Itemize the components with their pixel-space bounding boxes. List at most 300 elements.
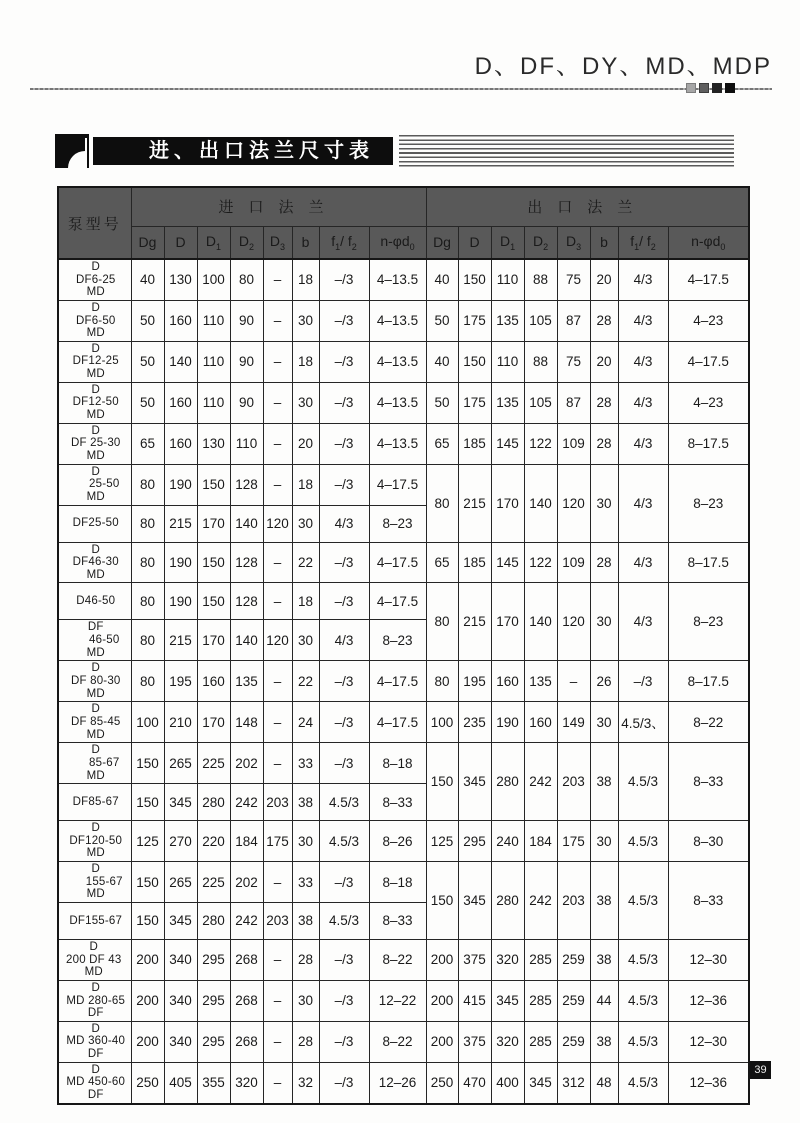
decor-square-icon — [686, 83, 696, 93]
outlet-cell: 203 — [557, 862, 590, 940]
inlet-cell: 125 — [131, 821, 164, 862]
inlet-cell: –/3 — [319, 661, 369, 702]
header-rule — [30, 88, 772, 90]
inlet-cell: 90 — [230, 300, 263, 341]
table-row — [58, 1021, 749, 1062]
inlet-cell: 8–26 — [369, 821, 426, 862]
model-cell: D DF120-50 MD — [58, 821, 131, 862]
inlet-cell: 18 — [292, 259, 319, 300]
inlet-cell: 8–33 — [369, 902, 426, 939]
outlet-cell: 175 — [557, 821, 590, 862]
outlet-cell: 184 — [524, 821, 557, 862]
model-cell: D DF 80-30 MD — [58, 661, 131, 702]
inlet-cell: 80 — [131, 620, 164, 661]
outlet-cell: 48 — [590, 1062, 618, 1103]
inlet-cell: 150 — [197, 583, 230, 620]
inlet-cell: 22 — [292, 542, 319, 583]
inlet-cell: 148 — [230, 702, 263, 743]
inlet-cell: 110 — [197, 300, 230, 341]
inlet-cell: – — [263, 1062, 292, 1103]
outlet-cell: 105 — [524, 300, 557, 341]
inlet-cell: – — [263, 661, 292, 702]
inlet-cell: 38 — [292, 784, 319, 821]
outlet-cell: 80 — [426, 661, 458, 702]
inlet-cell: 8–23 — [369, 505, 426, 542]
outlet-cell: 4–23 — [668, 300, 749, 341]
table-row — [58, 382, 749, 423]
inlet-cell: 4–17.5 — [369, 702, 426, 743]
outlet-cell: 345 — [524, 1062, 557, 1103]
inlet-cell: – — [263, 980, 292, 1021]
inlet-cell: –/3 — [319, 464, 369, 505]
inlet-cell: 250 — [131, 1062, 164, 1103]
table-row — [58, 862, 749, 903]
inlet-cell: 160 — [164, 423, 197, 464]
inlet-cell: 100 — [131, 702, 164, 743]
inlet-cell: 30 — [292, 505, 319, 542]
outlet-cell: 140 — [524, 464, 557, 542]
inlet-cell: 160 — [164, 382, 197, 423]
model-cell: DF25-50 — [58, 505, 131, 542]
outlet-cell: 215 — [458, 464, 491, 542]
inlet-cell: 150 — [131, 743, 164, 784]
table-row — [58, 259, 749, 300]
outlet-cell: 30 — [590, 583, 618, 661]
inlet-cell: 340 — [164, 1021, 197, 1062]
inlet-cell: – — [263, 743, 292, 784]
inlet-cell: 4.5/3 — [319, 821, 369, 862]
inlet-cell: 170 — [197, 620, 230, 661]
outlet-cell: 203 — [557, 743, 590, 821]
outlet-cell: 28 — [590, 423, 618, 464]
inlet-cell: 65 — [131, 423, 164, 464]
model-cell: DF85-67 — [58, 784, 131, 821]
outlet-cell: 4.5/3 — [618, 1021, 668, 1062]
outlet-cell: 242 — [524, 743, 557, 821]
outlet-cell: 4.5/3 — [618, 862, 668, 940]
inlet-cell: 4–13.5 — [369, 341, 426, 382]
inlet-cell: 202 — [230, 862, 263, 903]
outlet-cell: 240 — [491, 821, 524, 862]
inlet-cell: 345 — [164, 784, 197, 821]
outlet-cell: 145 — [491, 423, 524, 464]
outlet-cell: 38 — [590, 743, 618, 821]
col-subheader: b — [590, 226, 618, 259]
col-subheader: $D_2$ — [230, 226, 263, 259]
inlet-cell: – — [263, 259, 292, 300]
model-cell: D MD 360-40 DF — [58, 1021, 131, 1062]
inlet-cell: 190 — [164, 583, 197, 620]
inlet-cell: 355 — [197, 1062, 230, 1103]
outlet-cell: 150 — [458, 259, 491, 300]
outlet-cell: 135 — [491, 382, 524, 423]
inlet-cell: 160 — [164, 300, 197, 341]
inlet-cell: 130 — [164, 259, 197, 300]
inlet-cell: 345 — [164, 902, 197, 939]
inlet-cell: 295 — [197, 939, 230, 980]
outlet-cell: 185 — [458, 542, 491, 583]
inlet-cell: 90 — [230, 341, 263, 382]
inlet-cell: 4/3 — [319, 505, 369, 542]
outlet-cell: 175 — [458, 382, 491, 423]
inlet-cell: 110 — [197, 341, 230, 382]
inlet-cell: 4.5/3 — [319, 784, 369, 821]
inlet-cell: –/3 — [319, 743, 369, 784]
outlet-cell: 8–17.5 — [668, 423, 749, 464]
inlet-cell: 80 — [131, 583, 164, 620]
inlet-cell: 8–22 — [369, 1021, 426, 1062]
outlet-cell: 40 — [426, 341, 458, 382]
inlet-cell: 4–17.5 — [369, 583, 426, 620]
inlet-cell: 80 — [131, 505, 164, 542]
outlet-cell: 87 — [557, 300, 590, 341]
inlet-cell: 30 — [292, 620, 319, 661]
inlet-cell: 140 — [164, 341, 197, 382]
outlet-cell: 28 — [590, 542, 618, 583]
outlet-cell: 87 — [557, 382, 590, 423]
outlet-cell: 4.5/3 — [618, 743, 668, 821]
inlet-cell: –/3 — [319, 1062, 369, 1103]
table-head — [58, 187, 749, 259]
outlet-cell: 4.5/3 — [618, 939, 668, 980]
inlet-cell: 170 — [197, 702, 230, 743]
col-subheader: $f_1/$ $f_2$ — [319, 226, 369, 259]
outlet-cell: 259 — [557, 980, 590, 1021]
inlet-cell: 130 — [197, 423, 230, 464]
inlet-cell: 128 — [230, 583, 263, 620]
outlet-cell: 44 — [590, 980, 618, 1021]
section-title-row — [55, 134, 734, 168]
inlet-cell: 120 — [263, 620, 292, 661]
outlet-cell: 470 — [458, 1062, 491, 1103]
outlet-cell: 259 — [557, 939, 590, 980]
inlet-cell: 268 — [230, 980, 263, 1021]
outlet-cell: 190 — [491, 702, 524, 743]
outlet-cell: 312 — [557, 1062, 590, 1103]
inlet-cell: 405 — [164, 1062, 197, 1103]
col-subheader: $D_3$ — [263, 226, 292, 259]
inlet-cell: 160 — [197, 661, 230, 702]
inlet-cell: 150 — [197, 542, 230, 583]
inlet-cell: 12–26 — [369, 1062, 426, 1103]
outlet-cell: 259 — [557, 1021, 590, 1062]
col-subheader: b — [292, 226, 319, 259]
inlet-cell: 200 — [131, 980, 164, 1021]
inlet-cell: 4–17.5 — [369, 464, 426, 505]
inlet-cell: 128 — [230, 464, 263, 505]
model-cell: DF 46-50 MD — [58, 620, 131, 661]
outlet-cell: 125 — [426, 821, 458, 862]
inlet-cell: 195 — [164, 661, 197, 702]
outlet-cell: 4/3 — [618, 464, 668, 542]
inlet-cell: 110 — [230, 423, 263, 464]
outlet-cell: 150 — [426, 862, 458, 940]
outlet-cell: 88 — [524, 259, 557, 300]
model-cell: D46-50 — [58, 583, 131, 620]
inlet-cell: –/3 — [319, 980, 369, 1021]
decor-squares — [686, 83, 735, 93]
inlet-cell: 280 — [197, 784, 230, 821]
inlet-cell: 340 — [164, 939, 197, 980]
col-subheader: $D_2$ — [524, 226, 557, 259]
outlet-cell: 12–30 — [668, 939, 749, 980]
inlet-cell: 320 — [230, 1062, 263, 1103]
inlet-cell: 28 — [292, 1021, 319, 1062]
inlet-cell: 265 — [164, 743, 197, 784]
inlet-cell: –/3 — [319, 300, 369, 341]
inlet-cell: 295 — [197, 1021, 230, 1062]
col-header-pump-model: 泵型号 — [58, 187, 131, 259]
outlet-cell: 4–17.5 — [668, 341, 749, 382]
inlet-cell: 150 — [197, 464, 230, 505]
inlet-cell: 170 — [197, 505, 230, 542]
outlet-cell: 110 — [491, 341, 524, 382]
inlet-cell: –/3 — [319, 542, 369, 583]
inlet-cell: 4–17.5 — [369, 661, 426, 702]
inlet-cell: – — [263, 464, 292, 505]
outlet-cell: 280 — [491, 743, 524, 821]
outlet-cell: 345 — [491, 980, 524, 1021]
outlet-cell: 8–17.5 — [668, 661, 749, 702]
inlet-cell: 150 — [131, 784, 164, 821]
inlet-cell: 184 — [230, 821, 263, 862]
model-cell: DF155-67 — [58, 902, 131, 939]
outlet-cell: 30 — [590, 821, 618, 862]
outlet-cell: 242 — [524, 862, 557, 940]
inlet-cell: 225 — [197, 862, 230, 903]
inlet-cell: 220 — [197, 821, 230, 862]
table-row — [58, 661, 749, 702]
outlet-cell: 175 — [458, 300, 491, 341]
col-subheader: $D_1$ — [197, 226, 230, 259]
inlet-cell: 295 — [197, 980, 230, 1021]
outlet-cell: 28 — [590, 300, 618, 341]
outlet-cell: 4/3 — [618, 423, 668, 464]
outlet-cell: 149 — [557, 702, 590, 743]
col-subheader: $n-\varphi d_0$ — [369, 226, 426, 259]
col-subheader: $n-\varphi d_0$ — [668, 226, 749, 259]
model-cell: D 85-67 MD — [58, 743, 131, 784]
inlet-cell: 340 — [164, 980, 197, 1021]
section-title: 进、出口法兰尺寸表 — [93, 137, 393, 165]
inlet-cell: 80 — [131, 464, 164, 505]
inlet-cell: 40 — [131, 259, 164, 300]
inlet-cell: 8–18 — [369, 743, 426, 784]
outlet-cell: 200 — [426, 1021, 458, 1062]
outlet-cell: 170 — [491, 583, 524, 661]
inlet-cell: 8–23 — [369, 620, 426, 661]
model-cell: D DF12-25 MD — [58, 341, 131, 382]
inlet-cell: 18 — [292, 341, 319, 382]
inlet-cell: – — [263, 423, 292, 464]
table-row — [58, 1062, 749, 1103]
outlet-cell: 415 — [458, 980, 491, 1021]
inlet-cell: 203 — [263, 902, 292, 939]
outlet-cell: 4/3 — [618, 341, 668, 382]
outlet-cell: 38 — [590, 1021, 618, 1062]
outlet-cell: 65 — [426, 542, 458, 583]
page-number: 39 — [750, 1061, 771, 1079]
inlet-cell: 50 — [131, 300, 164, 341]
inlet-cell: 110 — [197, 382, 230, 423]
inlet-cell: 4–13.5 — [369, 423, 426, 464]
outlet-cell: 20 — [590, 259, 618, 300]
outlet-cell: –/3 — [618, 661, 668, 702]
inlet-cell: 242 — [230, 784, 263, 821]
inlet-cell: 242 — [230, 902, 263, 939]
inlet-cell: –/3 — [319, 1021, 369, 1062]
outlet-cell: 122 — [524, 542, 557, 583]
outlet-cell: 110 — [491, 259, 524, 300]
model-cell: D 155-67 MD — [58, 862, 131, 903]
inlet-cell: 8–18 — [369, 862, 426, 903]
inlet-cell: 4.5/3 — [319, 902, 369, 939]
outlet-cell: 28 — [590, 382, 618, 423]
outlet-cell: 12–30 — [668, 1021, 749, 1062]
inlet-cell: – — [263, 542, 292, 583]
decor-square-icon — [725, 83, 735, 93]
outlet-cell: 320 — [491, 939, 524, 980]
model-cell: D DF 25-30 MD — [58, 423, 131, 464]
inlet-cell: 215 — [164, 505, 197, 542]
outlet-cell: 80 — [426, 464, 458, 542]
inlet-cell: 33 — [292, 743, 319, 784]
outlet-cell: 26 — [590, 661, 618, 702]
table-row — [58, 939, 749, 980]
inlet-cell: 30 — [292, 382, 319, 423]
outlet-cell: 75 — [557, 341, 590, 382]
col-subheader: Dg — [426, 226, 458, 259]
outlet-cell: 4.5/3 — [618, 821, 668, 862]
model-cell: D DF6-25 MD — [58, 259, 131, 300]
outlet-cell: 285 — [524, 1021, 557, 1062]
inlet-cell: 150 — [131, 902, 164, 939]
section-corner-icon — [55, 134, 89, 168]
outlet-cell: 122 — [524, 423, 557, 464]
inlet-cell: 280 — [197, 902, 230, 939]
col-subheader: $D_1$ — [491, 226, 524, 259]
inlet-cell: 4–13.5 — [369, 300, 426, 341]
col-header-outlet-flange: 出口法兰 — [426, 187, 749, 226]
table-row — [58, 542, 749, 583]
inlet-cell: 140 — [230, 505, 263, 542]
col-subheader: Dg — [131, 226, 164, 259]
outlet-cell: 8–30 — [668, 821, 749, 862]
col-subheader: $D_3$ — [557, 226, 590, 259]
outlet-cell: 30 — [590, 464, 618, 542]
outlet-cell: 105 — [524, 382, 557, 423]
outlet-cell: 200 — [426, 980, 458, 1021]
outlet-cell: 40 — [426, 259, 458, 300]
inlet-cell: 38 — [292, 902, 319, 939]
outlet-cell: 150 — [426, 743, 458, 821]
inlet-cell: – — [263, 862, 292, 903]
inlet-cell: 100 — [197, 259, 230, 300]
inlet-cell: –/3 — [319, 583, 369, 620]
inlet-cell: 128 — [230, 542, 263, 583]
outlet-cell: 8–33 — [668, 862, 749, 940]
outlet-cell: 4–23 — [668, 382, 749, 423]
table-row — [58, 821, 749, 862]
outlet-cell: 30 — [590, 702, 618, 743]
outlet-cell: 75 — [557, 259, 590, 300]
inlet-cell: –/3 — [319, 382, 369, 423]
inlet-cell: 4–13.5 — [369, 259, 426, 300]
outlet-cell: 135 — [491, 300, 524, 341]
inlet-cell: 22 — [292, 661, 319, 702]
inlet-cell: 268 — [230, 1021, 263, 1062]
outlet-cell: 8–33 — [668, 743, 749, 821]
model-cell: D 25-50 MD — [58, 464, 131, 505]
outlet-cell: 50 — [426, 300, 458, 341]
inlet-cell: 190 — [164, 464, 197, 505]
inlet-cell: –/3 — [319, 423, 369, 464]
outlet-cell: 235 — [458, 702, 491, 743]
outlet-cell: 375 — [458, 939, 491, 980]
outlet-cell: 65 — [426, 423, 458, 464]
outlet-cell: 185 — [458, 423, 491, 464]
inlet-cell: 210 — [164, 702, 197, 743]
inlet-cell: – — [263, 583, 292, 620]
outlet-cell: 285 — [524, 939, 557, 980]
model-cell: D DF 85-45 MD — [58, 702, 131, 743]
inlet-cell: 30 — [292, 300, 319, 341]
inlet-cell: 30 — [292, 980, 319, 1021]
col-subheader: $f_1/$ $f_2$ — [618, 226, 668, 259]
outlet-cell: 4.5/3、 — [618, 702, 668, 743]
outlet-cell: 140 — [524, 583, 557, 661]
col-subheader: D — [164, 226, 197, 259]
outlet-cell: 100 — [426, 702, 458, 743]
inlet-cell: 20 — [292, 423, 319, 464]
inlet-cell: 140 — [230, 620, 263, 661]
inlet-cell: 203 — [263, 784, 292, 821]
outlet-cell: 50 — [426, 382, 458, 423]
outlet-cell: 135 — [524, 661, 557, 702]
model-cell: D 200 DF 43 MD — [58, 939, 131, 980]
inlet-cell: 225 — [197, 743, 230, 784]
inlet-cell: 18 — [292, 583, 319, 620]
outlet-cell: 200 — [426, 939, 458, 980]
outlet-cell: 120 — [557, 464, 590, 542]
outlet-cell: 8–17.5 — [668, 542, 749, 583]
table-row — [58, 743, 749, 784]
decor-square-icon — [712, 83, 722, 93]
model-cell: D DF6-50 MD — [58, 300, 131, 341]
table-row — [58, 702, 749, 743]
outlet-cell: 160 — [491, 661, 524, 702]
inlet-cell: 150 — [131, 862, 164, 903]
model-cell: D DF46-30 MD — [58, 542, 131, 583]
decor-square-icon — [699, 83, 709, 93]
inlet-cell: 24 — [292, 702, 319, 743]
outlet-cell: 4/3 — [618, 542, 668, 583]
outlet-cell: 88 — [524, 341, 557, 382]
inlet-cell: 200 — [131, 939, 164, 980]
outlet-cell: 195 — [458, 661, 491, 702]
inlet-cell: 265 — [164, 862, 197, 903]
inlet-cell: 135 — [230, 661, 263, 702]
outlet-cell: 12–36 — [668, 1062, 749, 1103]
table-body — [58, 259, 749, 1104]
inlet-cell: – — [263, 939, 292, 980]
inlet-cell: 4/3 — [319, 620, 369, 661]
inlet-cell: – — [263, 341, 292, 382]
flange-size-table — [57, 186, 750, 1105]
inlet-cell: 270 — [164, 821, 197, 862]
outlet-cell: 4/3 — [618, 583, 668, 661]
col-subheader: D — [458, 226, 491, 259]
